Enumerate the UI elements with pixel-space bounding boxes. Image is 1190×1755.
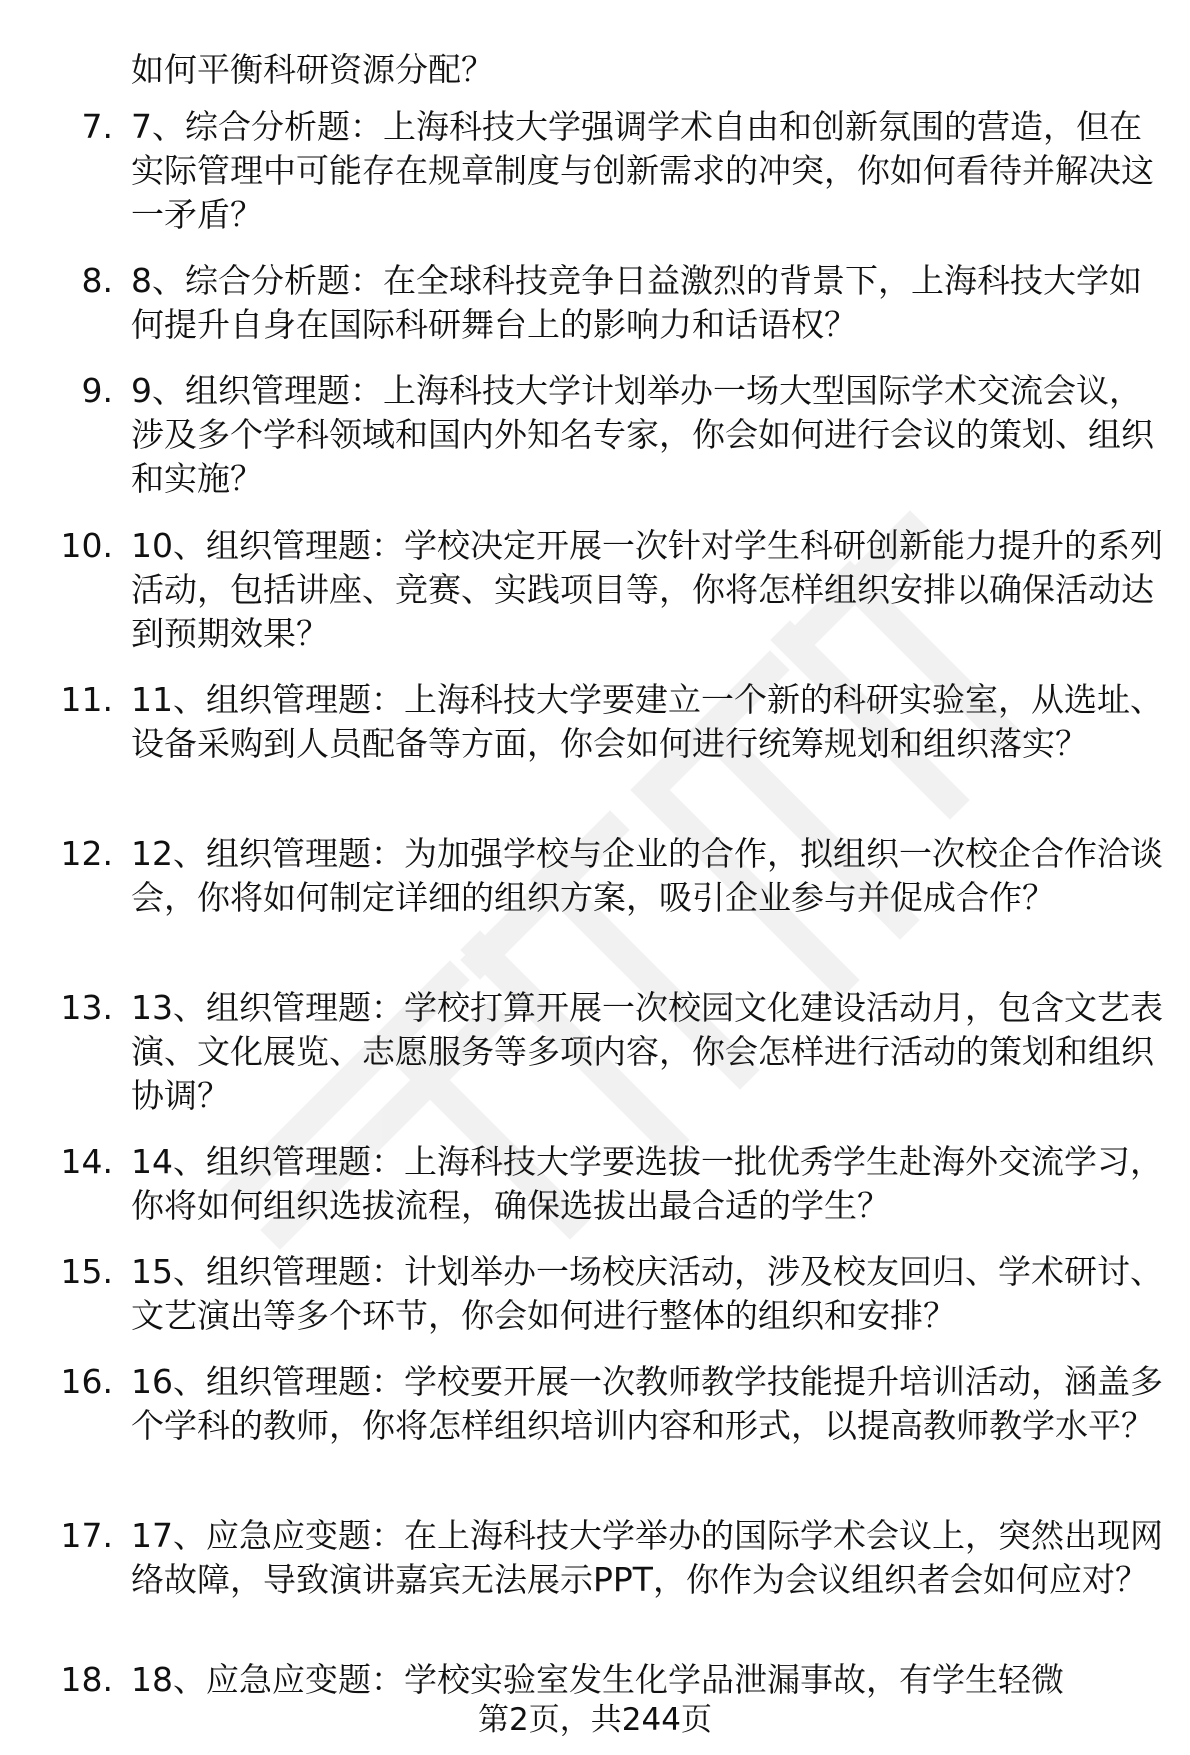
continuation-text: 如何平衡科研资源分配？: [131, 50, 494, 89]
item-number: 8.: [81, 261, 113, 300]
item-text: 8、综合分析题：在全球科技竞争日益激烈的背景下，上海科技大学如何提升自身在国际科研舞台上的影响力和话语权？: [131, 261, 1142, 344]
item-text: 15、组织管理题：计划举办一场校庆活动，涉及校友回归、学术研讨、文艺演出等多个环节，你会如何进行整体的组织和安排？: [131, 1252, 1163, 1335]
item-number: 18.: [60, 1660, 113, 1699]
page-footer: 第2页，共244页: [478, 1702, 712, 1738]
item-text: 16、组织管理题：学校要开展一次教师教学技能提升培训活动，涵盖多个学科的教师，你将怎样组织培训内容和形式，以提高教师教学水平？: [131, 1362, 1163, 1445]
item-text: 17、应急应变题：在上海科技大学举办的国际学术会议上，突然出现网络故障，导致演讲嘉宾无法展示PPT，你作为会议组织者会如何应对？: [131, 1516, 1163, 1599]
item-number: 13.: [60, 988, 113, 1027]
item-text: 18、应急应变题：学校实验室发生化学品泄漏事故，有学生轻微: [131, 1660, 1064, 1699]
item-text: 9、组织管理题：上海科技大学计划举办一场大型国际学术交流会议，涉及多个学科领域和国内外知名专家，你会如何进行会议的策划、组织和实施？: [131, 371, 1154, 498]
item-number: 10.: [60, 526, 113, 565]
item-text: 10、组织管理题：学校决定开展一次针对学生科研创新能力提升的系列活动，包括讲座、竞赛、实践项目等，你将怎样组织安排以确保活动达到预期效果？: [131, 526, 1163, 653]
item-number: 9.: [81, 371, 113, 410]
item-number: 15.: [60, 1252, 113, 1291]
item-text: 11、组织管理题：上海科技大学要建立一个新的科研实验室，从选址、设备采购到人员配备等方面，你会如何进行统筹规划和组织落实？: [131, 680, 1163, 763]
item-number: 11.: [60, 680, 113, 719]
item-text: 13、组织管理题：学校打算开展一次校园文化建设活动月，包含文艺表演、文化展览、志愿服务等多项内容，你会怎样进行活动的策划和组织协调？: [131, 988, 1163, 1115]
item-number: 7.: [81, 107, 113, 146]
item-number: 16.: [60, 1362, 113, 1401]
item-text: 7、综合分析题：上海科技大学强调学术自由和创新氛围的营造，但在实际管理中可能存在规章制度与创新需求的冲突，你如何看待并解决这一矛盾？: [131, 107, 1154, 234]
item-number: 14.: [60, 1142, 113, 1181]
item-number: 12.: [60, 834, 113, 873]
item-number: 17.: [60, 1516, 113, 1555]
item-text: 14、组织管理题：上海科技大学要选拔一批优秀学生赴海外交流学习，你将如何组织选拔流程，确保选拔出最合适的学生？: [131, 1142, 1163, 1225]
item-text: 12、组织管理题：为加强学校与企业的合作，拟组织一次校企合作洽谈会，你将如何制定详细的组织方案，吸引企业参与并促成合作？: [131, 834, 1163, 917]
